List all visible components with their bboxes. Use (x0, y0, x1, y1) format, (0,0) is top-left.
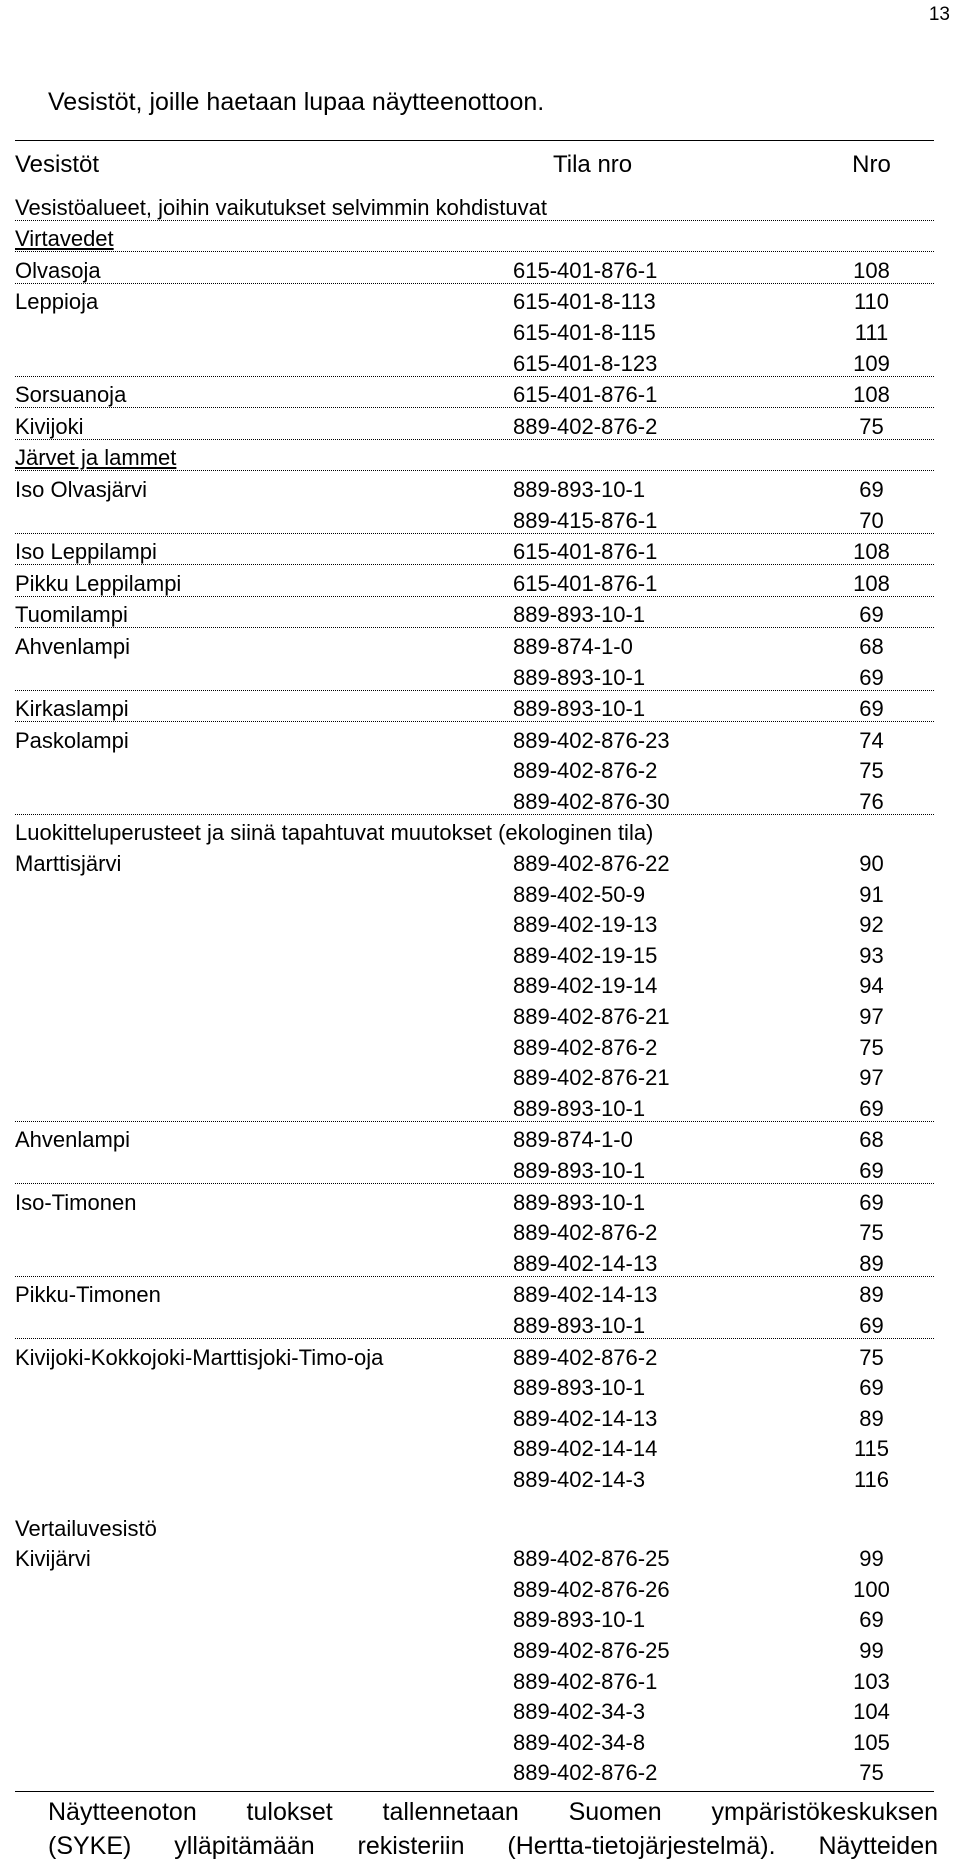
table-row (15, 628, 934, 659)
table-row (15, 691, 934, 723)
table-row (15, 1152, 934, 1184)
tila-nro-cell: 889-874-1-0 (513, 1127, 633, 1153)
tila-nro-cell: 889-893-10-1 (513, 476, 646, 502)
table-row (15, 907, 934, 938)
footer-line-1: Näytteenoton tulokset tallennetaan Suomen ympäristökeskuksen (48, 1798, 938, 1826)
tila-nro-cell: 889-402-876-2 (513, 1344, 658, 1370)
nro-cell: 69 (859, 1312, 884, 1338)
nro-cell: 109 (853, 350, 890, 376)
nro-cell: 75 (859, 1760, 884, 1786)
section-heading (15, 189, 934, 221)
tila-nro-cell: 889-402-14-14 (513, 1436, 658, 1462)
tila-nro-cell: 889-402-50-9 (513, 881, 646, 907)
nro-cell: 97 (859, 1004, 884, 1030)
footer-line-2: (SYKE) ylläpitämään rekisteriin (Hertta-tietojärjestelmä). Näytteiden (48, 1832, 938, 1860)
nro-cell: 69 (859, 664, 884, 690)
table-row (15, 345, 934, 377)
subsection-heading (15, 221, 934, 253)
tila-nro-cell: 889-402-876-2 (513, 1760, 658, 1786)
tila-nro-cell: 889-893-10-1 (513, 1312, 646, 1338)
nro-cell: 75 (859, 1034, 884, 1060)
subsection-heading (15, 440, 934, 472)
table-row (15, 1571, 934, 1602)
intro-heading: Vesistöt, joille haetaan lupaa näytteenottoon. (48, 88, 545, 116)
water-body-name: Ahvenlampi (15, 1127, 130, 1153)
nro-cell: 69 (859, 602, 884, 628)
tila-nro-cell: 889-402-34-3 (513, 1699, 646, 1725)
nro-cell: 108 (853, 257, 890, 283)
table-row (15, 1724, 934, 1755)
table-row (15, 534, 934, 566)
table-row (15, 1184, 934, 1215)
tila-nro-cell: 615-401-8-115 (513, 319, 656, 345)
tila-nro-cell: 889-402-876-2 (513, 1034, 658, 1060)
water-body-name: Kivijärvi (15, 1546, 91, 1572)
water-body-name: Sorsuanoja (15, 382, 127, 408)
table-row (15, 408, 934, 440)
section-heading (15, 815, 934, 846)
water-body-name: Olvasoja (15, 257, 101, 283)
table-row (15, 876, 934, 907)
tila-nro-cell: 889-893-10-1 (513, 1607, 646, 1633)
tila-nro-cell: 889-402-876-30 (513, 788, 670, 814)
nro-cell: 116 (853, 1466, 890, 1492)
tila-nro-cell: 889-893-10-1 (513, 1189, 646, 1215)
nro-cell: 69 (859, 476, 884, 502)
table-row (15, 284, 934, 315)
table-row (15, 1060, 934, 1091)
table-row (15, 1431, 934, 1462)
table-bottom-rule (15, 1791, 934, 1792)
water-body-name: Marttisjärvi (15, 851, 122, 877)
table-row (15, 722, 934, 753)
tila-nro-cell: 615-401-8-113 (513, 289, 656, 315)
nro-cell: 108 (853, 570, 890, 596)
nro-cell: 108 (853, 539, 890, 565)
tila-nro-cell: 889-402-876-2 (513, 413, 658, 439)
table-row (15, 377, 934, 409)
nro-cell: 69 (859, 696, 884, 722)
tila-nro-cell: 615-401-8-123 (513, 350, 658, 376)
table-row (15, 1277, 934, 1308)
nro-cell: 104 (853, 1699, 890, 1725)
nro-cell: 68 (859, 1127, 884, 1153)
tila-nro-cell: 615-401-876-1 (513, 539, 658, 565)
nro-cell: 100 (853, 1576, 890, 1602)
water-body-name: Tuomilampi (15, 602, 128, 628)
nro-cell: 89 (859, 1282, 884, 1308)
water-body-name: Pikku Leppilampi (15, 570, 182, 596)
nro-cell: 69 (859, 1158, 884, 1183)
table-row (15, 1541, 934, 1572)
nro-cell: 110 (853, 289, 890, 315)
nro-cell: 103 (853, 1668, 890, 1694)
table-row (15, 565, 934, 597)
table-row (15, 998, 934, 1029)
table-row (15, 471, 934, 502)
tila-nro-cell: 889-402-14-3 (513, 1466, 646, 1492)
water-body-name: Kivijoki (15, 413, 84, 439)
table-row (15, 1461, 934, 1492)
tila-nro-cell: 615-401-876-1 (513, 257, 658, 283)
heading-text: Vertailuvesistö (15, 1515, 157, 1541)
heading-text: Luokitteluperusteet ja siinä tapahtuvat muutokset (ekologinen tila) (15, 820, 654, 846)
table-row (15, 1245, 934, 1277)
tila-nro-cell: 889-402-34-8 (513, 1729, 646, 1755)
tila-nro-cell: 889-402-876-22 (513, 851, 670, 877)
table-row (15, 753, 934, 784)
tila-nro-cell: 889-402-876-21 (513, 1065, 670, 1091)
table-row (15, 968, 934, 999)
tila-nro-cell: 889-893-10-1 (513, 1375, 646, 1401)
water-body-name: Kirkaslampi (15, 696, 129, 722)
tila-nro-cell: 889-402-14-13 (513, 1282, 658, 1308)
table-row (15, 659, 934, 691)
tila-nro-cell: 889-402-19-14 (513, 973, 658, 999)
table-row (15, 937, 934, 968)
table-row (15, 314, 934, 345)
nro-cell: 94 (859, 973, 884, 999)
footer-paragraph (48, 1795, 938, 1863)
heading-text: Järvet ja lammet (15, 445, 177, 471)
water-body-name: Pikku-Timonen (15, 1282, 161, 1308)
tila-nro-cell: 889-402-876-2 (513, 758, 658, 784)
tila-nro-cell: 889-893-10-1 (513, 1095, 646, 1121)
nro-cell: 97 (859, 1065, 884, 1091)
table-spacer (15, 1492, 934, 1510)
nro-cell: 69 (859, 1375, 884, 1401)
nro-cell: 75 (859, 758, 884, 784)
header-nro: Nro (852, 151, 891, 178)
header-tila-nro: Tila nro (553, 151, 633, 178)
table-row (15, 1122, 934, 1153)
tila-nro-cell: 889-402-14-13 (513, 1405, 658, 1431)
tila-nro-cell: 615-401-876-1 (513, 382, 658, 408)
nro-cell: 69 (859, 1607, 884, 1633)
nro-cell: 74 (859, 727, 884, 753)
table-row (15, 1400, 934, 1431)
nro-cell: 108 (853, 382, 890, 408)
page-number: 13 (928, 4, 950, 25)
tila-nro-cell: 889-893-10-1 (513, 664, 646, 690)
tila-nro-cell: 889-402-14-13 (513, 1250, 658, 1276)
nro-cell: 111 (854, 319, 889, 345)
table-row (15, 1663, 934, 1694)
table-row (15, 1755, 934, 1786)
table-row (15, 252, 934, 284)
water-body-name: Iso-Timonen (15, 1189, 137, 1215)
nro-cell: 68 (859, 633, 884, 659)
water-body-name: Iso Olvasjärvi (15, 476, 148, 502)
nro-cell: 105 (853, 1729, 890, 1755)
tila-nro-cell: 889-402-876-25 (513, 1546, 670, 1572)
table-row (15, 502, 934, 534)
nro-cell: 75 (859, 1344, 884, 1370)
tila-nro-cell: 889-402-19-15 (513, 942, 658, 968)
table-row (15, 1029, 934, 1060)
table-row (15, 597, 934, 629)
tila-nro-cell: 889-893-10-1 (513, 1158, 646, 1183)
nro-cell: 89 (859, 1405, 884, 1431)
tila-nro-cell: 889-402-876-25 (513, 1637, 670, 1663)
nro-cell: 99 (859, 1546, 884, 1572)
table-row (15, 1632, 934, 1663)
nro-cell: 69 (859, 1095, 884, 1121)
table-body (15, 189, 934, 1785)
tila-nro-cell: 889-402-876-21 (513, 1004, 670, 1030)
tila-nro-cell: 889-402-876-26 (513, 1576, 670, 1602)
tila-nro-cell: 889-402-876-1 (513, 1668, 658, 1694)
water-body-name: Leppioja (15, 289, 99, 315)
table-header (15, 141, 934, 189)
nro-cell: 75 (859, 1220, 884, 1246)
nro-cell: 91 (859, 881, 884, 907)
water-body-name: Kivijoki-Kokkojoki-Marttisjoki-Timo-oja (15, 1344, 384, 1370)
table-row (15, 845, 934, 876)
nro-cell: 90 (859, 851, 884, 877)
nro-cell: 76 (859, 788, 884, 814)
table-row (15, 1602, 934, 1633)
water-bodies-table (15, 140, 934, 1792)
table-row (15, 1694, 934, 1725)
nro-cell: 69 (859, 1189, 884, 1215)
nro-cell: 92 (859, 912, 884, 938)
tila-nro-cell: 889-874-1-0 (513, 633, 633, 659)
table-row (15, 1370, 934, 1401)
water-body-name: Iso Leppilampi (15, 539, 157, 565)
tila-nro-cell: 889-893-10-1 (513, 696, 646, 722)
heading-text: Vesistöalueet, joihin vaikutukset selvimmin kohdistuvat (15, 194, 547, 220)
section-heading (15, 1510, 934, 1541)
tila-nro-cell: 889-415-876-1 (513, 507, 658, 533)
table-row (15, 783, 934, 815)
heading-text: Virtavedet (15, 226, 114, 252)
tila-nro-cell: 889-402-876-2 (513, 1220, 658, 1246)
nro-cell: 99 (859, 1637, 884, 1663)
header-vesistot: Vesistöt (15, 151, 100, 178)
tila-nro-cell: 889-893-10-1 (513, 602, 646, 628)
water-body-name: Paskolampi (15, 727, 129, 753)
tila-nro-cell: 889-402-19-13 (513, 912, 658, 938)
water-body-name: Ahvenlampi (15, 633, 130, 659)
tila-nro-cell: 889-402-876-23 (513, 727, 670, 753)
table-row (15, 1090, 934, 1122)
nro-cell: 89 (859, 1250, 884, 1276)
nro-cell: 93 (859, 942, 884, 968)
table-row (15, 1339, 934, 1370)
table-row (15, 1215, 934, 1246)
table-row (15, 1307, 934, 1339)
nro-cell: 70 (859, 507, 884, 533)
nro-cell: 115 (853, 1436, 890, 1462)
nro-cell: 75 (859, 413, 884, 439)
tila-nro-cell: 615-401-876-1 (513, 570, 658, 596)
